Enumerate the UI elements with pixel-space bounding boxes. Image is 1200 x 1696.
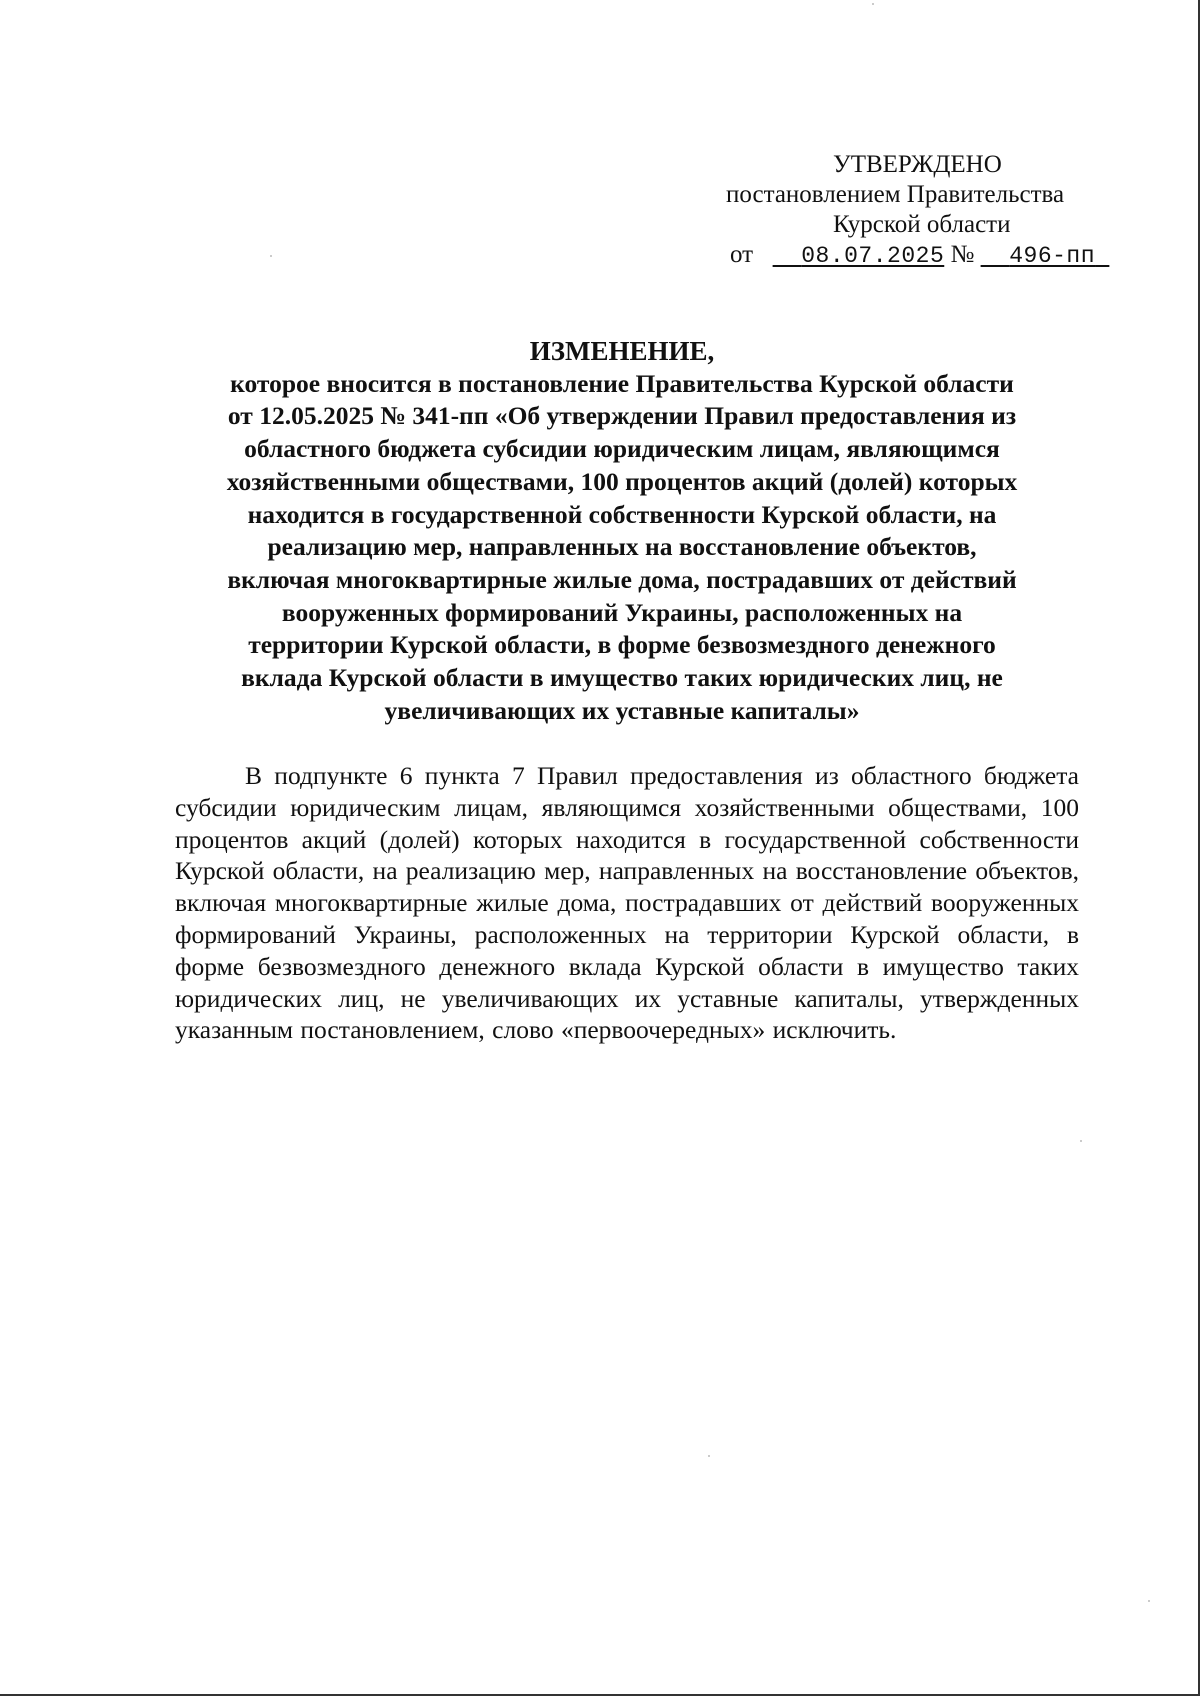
- scan-speck: [270, 255, 272, 257]
- body-paragraph: В подпункте 6 пункта 7 Правил предоставления из областного бюджета субсидии юридическим лицам, являющимся хозяйственными обществами, 100 процентов акций (долей) которых находится в государственной собственности Курской области, на реализацию мер, направленных на восстановление объектов, включая многоквартирные жилые дома, пострадавших от действий вооруженных формирований Украины, расположенных на территории Курской области, в форме безвозмездного денежного вклада Курской области в имущество таких юридических лиц, не увеличивающих их уставные капиталы, утвержденных указанным постановлением, слово «первоочередных» исключить.: [175, 761, 1079, 1045]
- scan-speck: [708, 1455, 710, 1457]
- heading-title: ИЗМЕНЕНИЕ,: [529, 336, 715, 366]
- approval-number: 496-пп: [1009, 243, 1096, 269]
- heading-line: хозяйственными обществами, 100 процентов акций (долей) которых: [226, 466, 1018, 496]
- approval-number-sign: №: [950, 241, 975, 268]
- heading-line: вооруженных формирований Украины, расположенных на: [281, 597, 963, 627]
- approval-date: 08.07.2025: [801, 243, 945, 269]
- scan-speck: [872, 3, 874, 5]
- heading-line: областного бюджета субсидии юридическим лицам, являющимся: [244, 434, 1000, 464]
- approval-issuer-line: постановлением Правительства: [726, 181, 1065, 208]
- approval-title: УТВЕРЖДЕНО: [833, 151, 1002, 178]
- heading-line: территории Курской области, в форме безвозмездного денежного: [248, 630, 996, 660]
- approval-date-prefix: от: [730, 241, 754, 268]
- heading-line: находится в государственной собственности Курской области, на: [247, 499, 997, 529]
- approval-region-line: Курской области: [833, 211, 1011, 238]
- scan-speck: [1080, 1140, 1082, 1142]
- heading-line: включая многоквартирные жилые дома, пострадавших от действий: [227, 564, 1017, 594]
- approval-date-line: [700, 240, 1140, 271]
- heading-line: которое вносится в постановление Правительства Курской области: [230, 368, 1014, 398]
- heading-line: реализацию мер, направленных на восстановление объектов,: [267, 532, 977, 562]
- document-heading: [172, 335, 1072, 727]
- heading-line: вклада Курской области в имущество таких юридических лиц, не: [241, 663, 1003, 693]
- approval-stamp: [700, 150, 1140, 271]
- heading-line: от 12.05.2025 № 341-пп «Об утверждении Правил предоставления из: [227, 401, 1017, 431]
- scan-speck: [1148, 1600, 1150, 1602]
- heading-line: увеличивающих их уставные капиталы»: [384, 695, 860, 725]
